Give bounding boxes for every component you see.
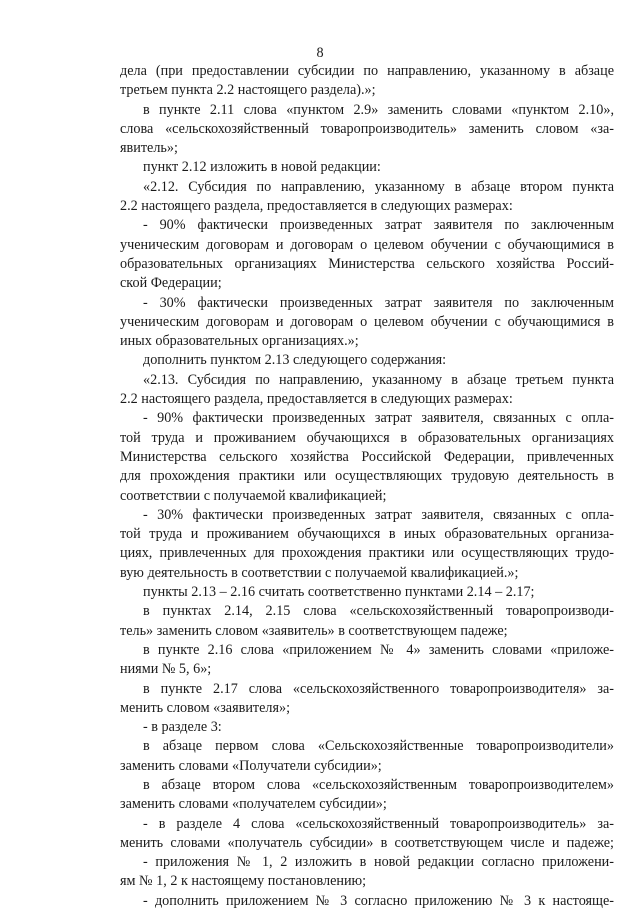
page-number: 8 [316,45,324,61]
text-line: пункты 2.13 – 2.16 считать соответственно пунктами 2.14 – 2.17; [143,584,535,601]
text-line: ниями № 5, 6»; [120,661,212,678]
text-line: 2.2 настоящего раздела, предоставляется в следующих размерах: [120,391,513,408]
text-line: - 90% фактически произведенных затрат заявителя по заключенным [143,217,614,234]
text-line: циях, привлеченных для прохождения практики или осуществляющих трудо- [120,545,614,562]
text-line: дополнить пунктом 2.13 следующего содержания: [143,352,447,369]
text-line: в пункте 2.11 слова «пунктом 2.9» заменить словами «пунктом 2.10», [143,101,614,118]
text-line: в абзаце втором слова «сельскохозяйственным товаропроизводителем» [143,776,614,793]
text-line: тель» заменить словом «заявитель» в соответствующем падеже; [120,622,508,639]
text-line: ученическим договорам и договорам о целевом обучении с обучающимися в [120,313,614,330]
text-line: в пункте 2.17 слова «сельскохозяйственного товаропроизводителя» за- [143,680,614,697]
text-line: ученическим договорам и договорам о целевом обучении с обучающимися в [120,236,614,253]
text-line: - 30% фактически произведенных затрат заявителя, связанных с опла- [143,506,614,523]
text-line: той труда и проживанием обучающихся в иных образовательных организа- [120,526,614,543]
text-line: пункт 2.12 изложить в новой редакции: [143,159,381,176]
text-line: в абзаце первом слова «Сельскохозяйственные товаропроизводители» [143,738,614,755]
text-line: менить словом «заявителя»; [120,699,291,716]
text-line: той труда и проживанием обучающихся в образовательных организациях [120,429,614,446]
document-body [120,62,614,911]
text-line: «2.12. Субсидия по направлению, указанному в абзаце втором пункта [143,178,614,195]
text-line: - 30% фактически произведенных затрат заявителя по заключенным [143,294,614,311]
text-line: ской Федерации; [120,275,222,292]
text-line: вую деятельность в соответствии с получаемой квалификацией.»; [120,564,519,581]
text-line: заменить словами «Получатели субсидии»; [120,757,382,774]
text-line: - в разделе 4 слова «сельскохозяйственный товаропроизводитель» за- [143,815,614,832]
text-line: - в разделе 3: [143,719,222,736]
text-line: третьем пункта 2.2 настоящего раздела).»; [120,82,376,99]
text-line: для прохождения практики или осуществляющих трудовую деятельность в [120,468,614,485]
text-line: - приложения № 1, 2 изложить в новой редакции согласно приложени- [143,854,614,871]
text-line: слова «сельскохозяйственный товаропроизводитель» заменить словом «за- [120,120,614,137]
text-line: «2.13. Субсидия по направлению, указанному в абзаце третьем пункта [143,371,614,388]
text-line: Министерства сельского хозяйства Российской Федерации, привлеченных [120,448,614,465]
text-line: в пунктах 2.14, 2.15 слова «сельскохозяйственный товаропроизводи- [143,603,614,620]
text-line: иных образовательных организациях.»; [120,333,359,350]
text-line: заменить словами «получателем субсидии»; [120,796,387,813]
text-line: 2.2 настоящего раздела, предоставляется в следующих размерах: [120,198,513,215]
text-line: дела (при предоставлении субсидии по направлению, указанному в абзаце [120,63,614,79]
text-line: явитель»; [120,140,178,157]
text-line: - дополнить приложением № 3 согласно приложению № 3 к настояще- [143,892,614,909]
text-line: менить словами «получатель субсидии» в соответствующем числе и падеже; [120,834,614,851]
text-line: в пункте 2.16 слова «приложением № 4» заменить словами «приложе- [143,641,614,658]
text-line: - 90% фактически произведенных затрат заявителя, связанных с опла- [143,410,614,427]
text-line: образовательных организациях Министерства сельского хозяйства Россий- [120,255,614,272]
text-line: соответствии с получаемой квалификацией; [120,487,387,504]
text-line: ям № 1, 2 к настоящему постановлению; [120,873,367,890]
